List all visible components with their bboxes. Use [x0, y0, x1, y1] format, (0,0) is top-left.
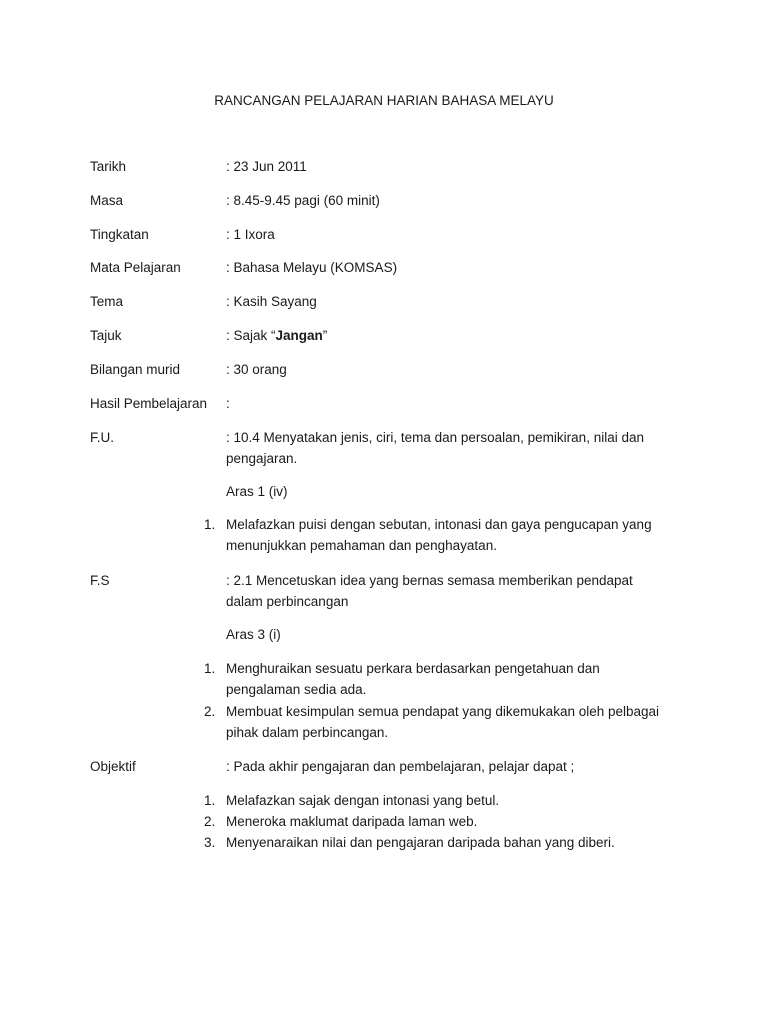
objektif-item-2: Meneroka maklumat daripada laman web. — [226, 814, 478, 829]
fu-line-1: : 10.4 Menyatakan jenis, ciri, tema dan persoalan, pemikiran, nilai dan — [226, 430, 644, 445]
tingkatan-value: : 1 Ixora — [226, 227, 275, 242]
tema-value: : Kasih Sayang — [226, 294, 317, 309]
mata-pelajaran-value: : Bahasa Melayu (KOMSAS) — [226, 260, 398, 275]
fu-item-line-1: Melafazkan puisi dengan sebutan, intonasi dan gaya pengucapan yang — [226, 517, 652, 532]
fu-item-line-2: menunjukkan pemahaman dan penghayatan. — [226, 538, 497, 553]
fu-aras: Aras 1 (iv) — [226, 484, 288, 499]
fs-line-2: dalam perbincangan — [226, 594, 349, 609]
fs-item-1-line-1: Menghuraikan sesuatu perkara berdasarkan pengetahuan dan — [226, 661, 600, 676]
objektif-item-1-number: 1. — [204, 793, 216, 808]
tarikh-value: : 23 Jun 2011 — [226, 159, 307, 174]
objektif-item-1: Melafazkan sajak dengan intonasi yang betul. — [226, 793, 500, 808]
tajuk-bold: Jangan — [275, 328, 323, 343]
fu-item-number: 1. — [204, 517, 216, 532]
objektif-item-3-number: 3. — [204, 835, 216, 850]
fs-item-1-number: 1. — [204, 661, 216, 676]
tajuk-prefix: : Sajak “ — [226, 328, 276, 343]
fs-item-2-line-1: Membuat kesimpulan semua pendapat yang dikemukakan oleh pelbagai — [226, 704, 660, 719]
tajuk-suffix: ” — [322, 328, 328, 343]
bilangan-murid-label: Bilangan murid — [90, 362, 181, 377]
page-title: RANCANGAN PELAJARAN HARIAN BAHASA MELAYU — [214, 93, 554, 108]
masa-value: : 8.45-9.45 pagi (60 minit) — [226, 193, 380, 208]
fs-line-1: : 2.1 Mencetuskan idea yang bernas semasa memberikan pendapat — [226, 573, 633, 588]
tajuk-label: Tajuk — [90, 328, 122, 343]
fs-item-1-line-2: pengalaman sedia ada. — [226, 682, 367, 697]
objektif-value: : Pada akhir pengajaran dan pembelajaran, pelajar dapat ; — [226, 759, 575, 774]
fu-label: F.U. — [90, 430, 115, 445]
fs-label: F.S — [90, 573, 110, 588]
hasil-pembelajaran-value: : — [226, 396, 230, 411]
tajuk-value — [226, 327, 327, 345]
objektif-item-2-number: 2. — [204, 814, 216, 829]
fs-item-2-line-2: pihak dalam perbincangan. — [226, 725, 389, 740]
objektif-label: Objektif — [90, 759, 136, 774]
tingkatan-label: Tingkatan — [90, 227, 149, 242]
bilangan-murid-value: : 30 orang — [226, 362, 287, 377]
fs-aras: Aras 3 (i) — [226, 627, 281, 642]
fs-item-2-number: 2. — [204, 704, 216, 719]
masa-label: Masa — [90, 193, 124, 208]
fu-line-2: pengajaran. — [226, 451, 298, 466]
tema-label: Tema — [90, 294, 124, 309]
objektif-item-3: Menyenaraikan nilai dan pengajaran daripada bahan yang diberi. — [226, 835, 615, 850]
tarikh-label: Tarikh — [90, 159, 127, 174]
hasil-pembelajaran-label: Hasil Pembelajaran — [90, 396, 208, 411]
mata-pelajaran-label: Mata Pelajaran — [90, 260, 181, 275]
